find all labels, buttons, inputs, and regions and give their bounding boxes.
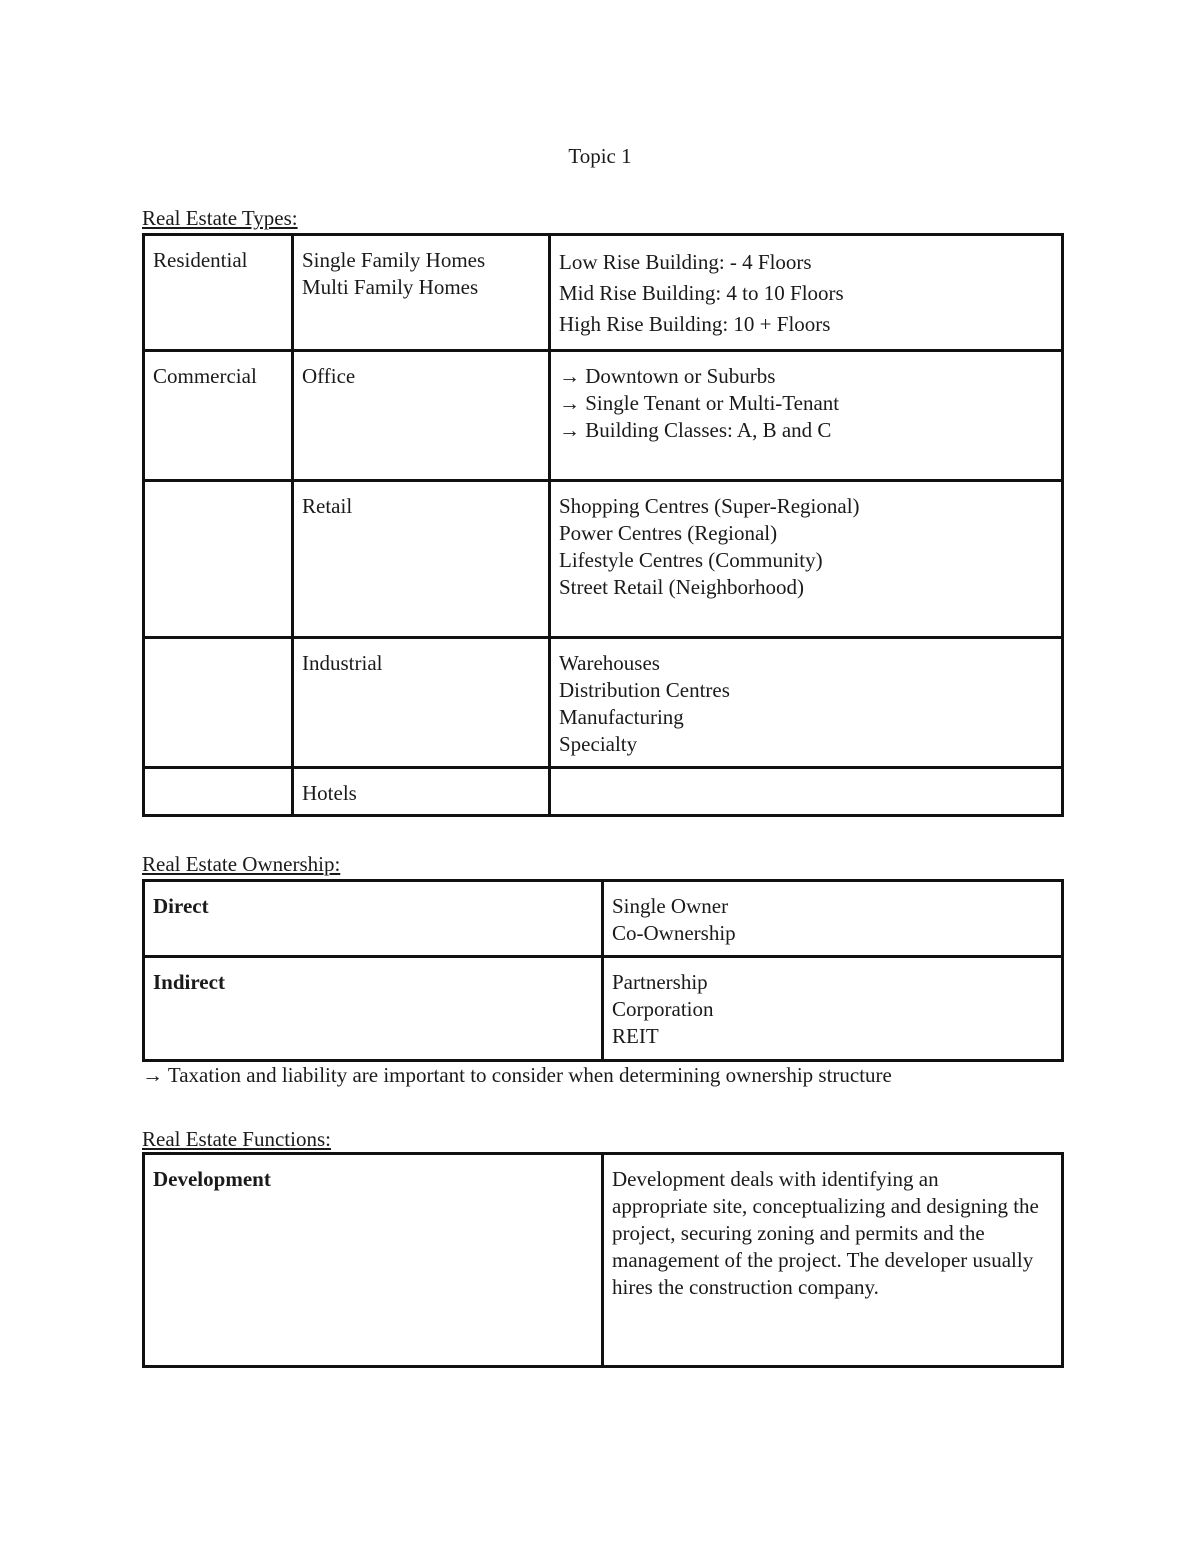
functions-heading: Real Estate Functions: [142,1127,331,1151]
ownership-note: → Taxation and liability are important to consider when determining ownership structure [142,1063,892,1087]
types-heading: Real Estate Types: [142,206,298,230]
types-table [142,233,1064,817]
function-description-cell: Development deals with identifying an appropriate site, conceptualizing and designing the project, securing zoning and permits and the management of the project. The developer usually hires the construction company. [603,1154,1063,1367]
table-row [144,768,1063,816]
table-row [144,481,1063,638]
category-cell: Commercial [144,351,293,481]
subtype-cell: Hotels [293,768,550,816]
category-cell [144,638,293,768]
table-row [144,638,1063,768]
table-row [144,235,1063,351]
details-cell: Shopping Centres (Super-Regional) Power Centres (Regional) Lifestyle Centres (Community) Street Retail (Neighborhood) [550,481,1063,638]
subtype-cell: Retail [293,481,550,638]
ownership-type-cell: Indirect [144,957,603,1061]
functions-table [142,1152,1064,1368]
details-cell: Warehouses Distribution Centres Manufacturing Specialty [550,638,1063,768]
table-row [144,881,1063,957]
table-row [144,1154,1063,1367]
subtype-cell: Single Family Homes Multi Family Homes [293,235,550,351]
table-row [144,351,1063,481]
function-name-cell: Development [144,1154,603,1367]
category-cell: Residential [144,235,293,351]
ownership-heading: Real Estate Ownership: [142,852,341,876]
details-cell: → Downtown or Suburbs → Single Tenant or Multi-Tenant → Building Classes: A, B and C [550,351,1063,481]
category-cell [144,768,293,816]
ownership-forms-cell: Partnership Corporation REIT [603,957,1063,1061]
subtype-cell: Industrial [293,638,550,768]
ownership-type-cell: Direct [144,881,603,957]
table-row [144,957,1063,1061]
ownership-table [142,879,1064,1062]
details-cell: Low Rise Building: - 4 Floors Mid Rise Building: 4 to 10 Floors High Rise Building: 10 + Floors [550,235,1063,351]
ownership-forms-cell: Single Owner Co-Ownership [603,881,1063,957]
details-cell [550,768,1063,816]
page-title: Topic 1 [568,144,632,168]
subtype-cell: Office [293,351,550,481]
category-cell [144,481,293,638]
